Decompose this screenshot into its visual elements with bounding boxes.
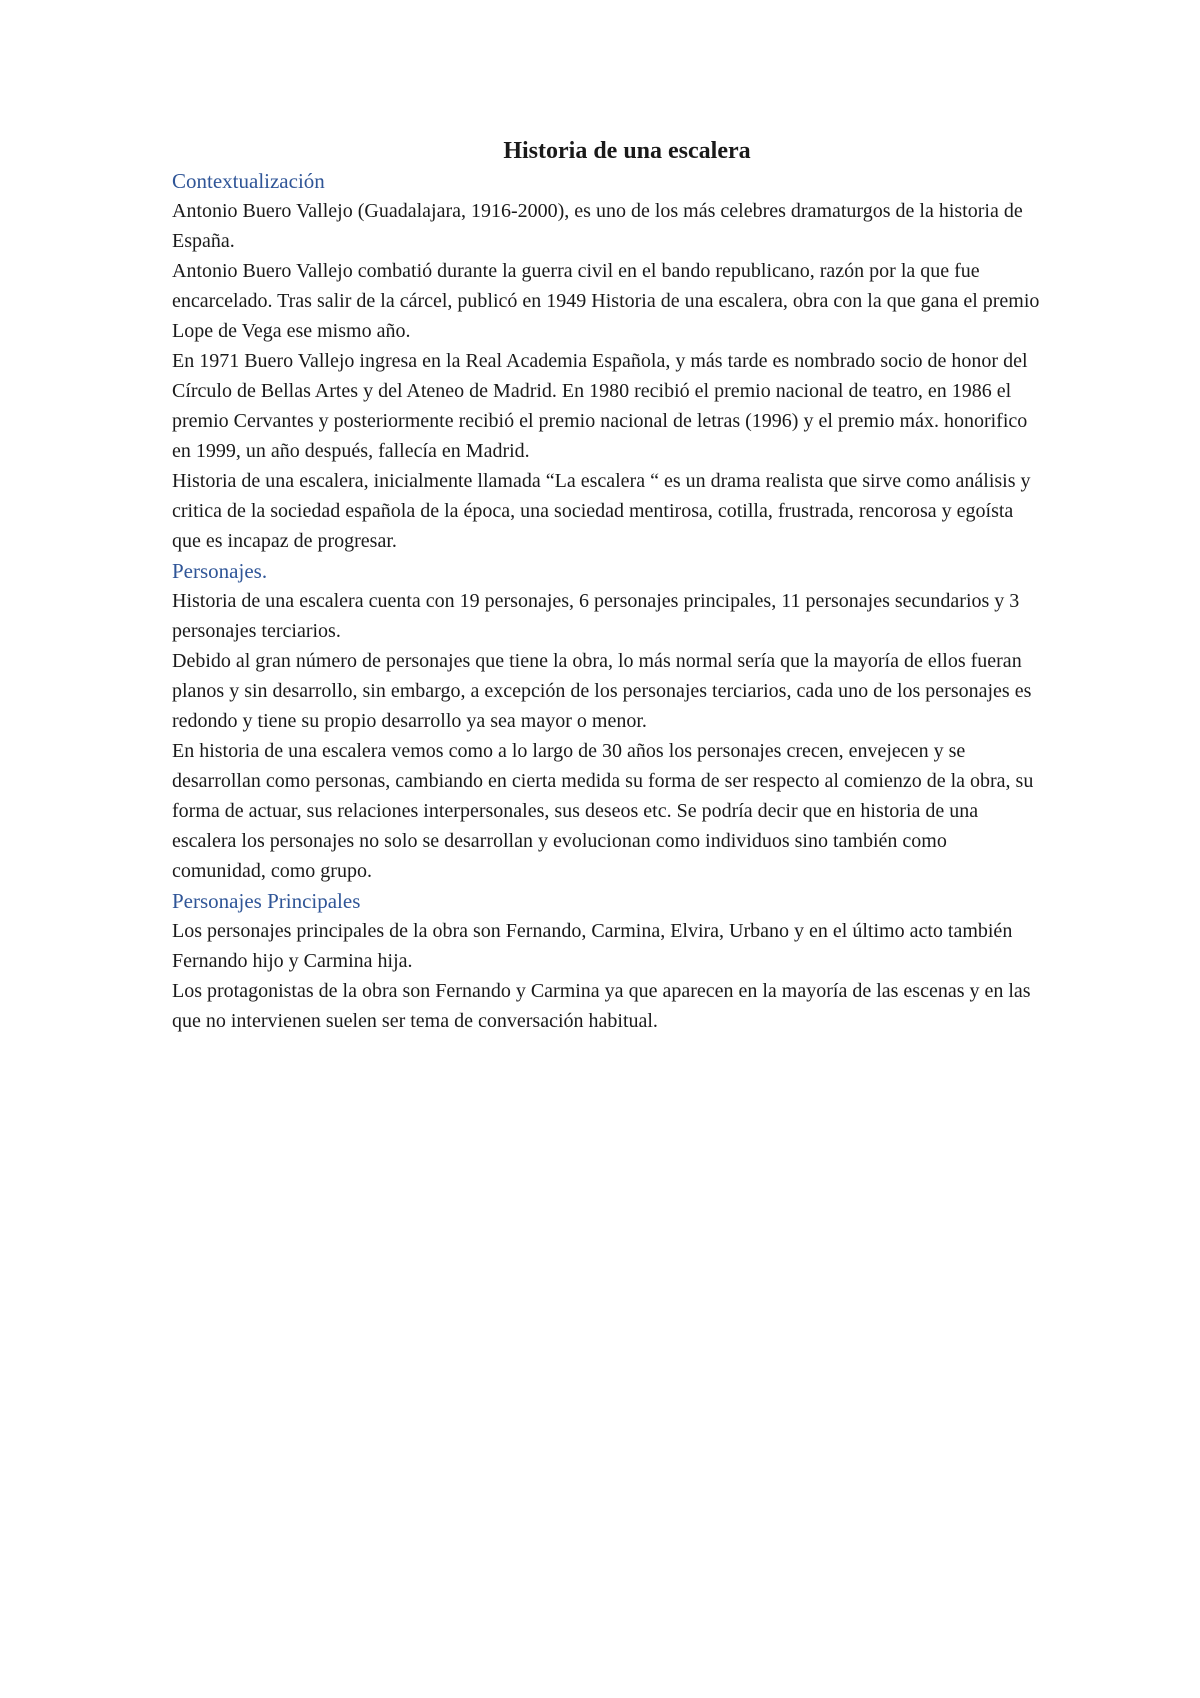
paragraph: Antonio Buero Vallejo combatió durante la guerra civil en el bando republicano, razón por la que fue encarcelado. Tras salir de la cárcel, publicó en 1949 Historia de una escalera, obra con la que gana el premio Lope de Vega ese mismo año. — [172, 260, 1040, 342]
paragraph: Historia de una escalera cuenta con 19 personajes, 6 personajes principales, 11 personajes secundarios y 3 personajes terciarios. — [172, 590, 1020, 642]
paragraph: Los protagonistas de la obra son Fernando y Carmina ya que aparecen en la mayoría de las escenas y en las que no intervienen suelen ser tema de conversación habitual. — [172, 980, 1031, 1032]
section-heading-personajes: Personajes. — [172, 559, 268, 583]
section-heading-contextualizacion: Contextualización — [172, 169, 325, 193]
paragraph: Los personajes principales de la obra son Fernando, Carmina, Elvira, Urbano y en el último acto también Fernando hijo y Carmina hija. — [172, 920, 1013, 972]
paragraph: En historia de una escalera vemos como a lo largo de 30 años los personajes crecen, envejecen y se desarrollan como personas, cambiando en cierta medida su forma de ser respecto al comienzo de la obra, su forma de actuar, sus relaciones interpersonales, sus deseos etc. Se podría decir que en historia de una escalera los personajes no solo se desarrollan y evolucionan como individuos sino también como comunidad, como grupo. — [172, 740, 1034, 882]
document-body — [172, 136, 1042, 1036]
paragraph: Debido al gran número de personajes que tiene la obra, lo más normal sería que la mayoría de ellos fueran planos y sin desarrollo, sin embargo, a excepción de los personajes terciarios, cada uno de los personajes es redondo y tiene su propio desarrollo ya sea mayor o menor. — [172, 650, 1032, 732]
paragraph: Historia de una escalera, inicialmente llamada “La escalera “ es un drama realista que sirve como análisis y critica de la sociedad española de la época, una sociedad mentirosa, cotilla, frustrada, rencorosa y egoísta que es incapaz de progresar. — [172, 470, 1031, 552]
paragraph: En 1971 Buero Vallejo ingresa en la Real Academia Española, y más tarde es nombrado socio de honor del Círculo de Bellas Artes y del Ateneo de Madrid. En 1980 recibió el premio nacional de teatro, en 1986 el premio Cervantes y posteriormente recibió el premio nacional de letras (1996) y el premio máx. honorifico en 1999, un año después, fallecía en Madrid. — [172, 350, 1028, 462]
section-heading-personajes-principales: Personajes Principales — [172, 889, 361, 913]
document-title: Historia de una escalera — [503, 138, 751, 164]
paragraph: Antonio Buero Vallejo (Guadalajara, 1916-2000), es uno de los más celebres dramaturgos de la historia de España. — [172, 200, 1023, 252]
